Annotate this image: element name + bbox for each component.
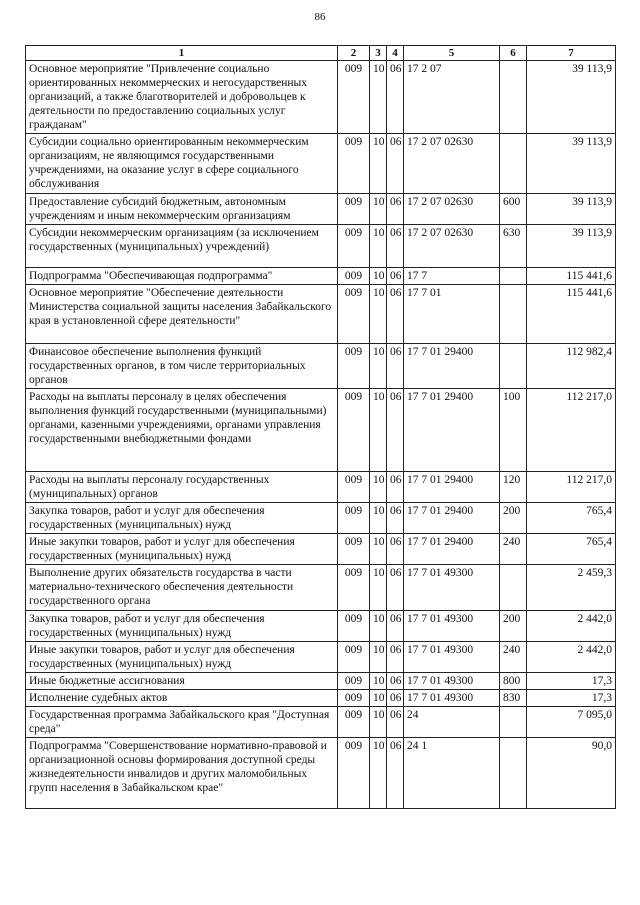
row-description: Расходы на выплаты персоналу государственных (муниципальных) органов xyxy=(26,472,338,503)
page-number: 86 xyxy=(314,11,326,23)
grbs-code: 009 xyxy=(338,611,370,642)
target-article-code: 17 2 07 02630 xyxy=(404,134,500,194)
subsection-code: 06 xyxy=(387,565,404,611)
row-description: Иные закупки товаров, работ и услуг для обеспечения государственных (муниципальных) нужд xyxy=(26,534,338,565)
subsection-code: 06 xyxy=(387,389,404,472)
row-description: Финансовое обеспечение выполнения функций государственных органов, в том числе территориальных органов xyxy=(26,344,338,389)
subsection-code: 06 xyxy=(387,690,404,707)
subsection-code: 06 xyxy=(387,268,404,285)
expense-type-code: 120 xyxy=(500,472,527,503)
section-code: 10 xyxy=(370,134,387,194)
amount-value: 17,3 xyxy=(527,690,616,707)
section-code: 10 xyxy=(370,738,387,809)
grbs-code: 009 xyxy=(338,134,370,194)
section-code: 10 xyxy=(370,673,387,690)
amount-value: 765,4 xyxy=(527,534,616,565)
row-description: Государственная программа Забайкальского края "Доступная среда" xyxy=(26,707,338,738)
row-description: Выполнение других обязательств государства в части материально-технического обеспечения деятельности государственного органа xyxy=(26,565,338,611)
expense-type-code: 830 xyxy=(500,690,527,707)
subsection-code: 06 xyxy=(387,738,404,809)
subsection-code: 06 xyxy=(387,194,404,225)
amount-value: 765,4 xyxy=(527,503,616,534)
grbs-code: 009 xyxy=(338,690,370,707)
row-description: Закупка товаров, работ и услуг для обеспечения государственных (муниципальных) нужд xyxy=(26,611,338,642)
section-code: 10 xyxy=(370,534,387,565)
row-description: Субсидии социально ориентированным некоммерческим организациям, не являющимся государственными учреждениями, на оказание услуг в сфере социального обслуживания xyxy=(26,134,338,194)
amount-value: 39 113,9 xyxy=(527,134,616,194)
row-description: Иные бюджетные ассигнования xyxy=(26,673,338,690)
table-row xyxy=(26,472,616,503)
section-code: 10 xyxy=(370,225,387,268)
grbs-code: 009 xyxy=(338,225,370,268)
expense-type-code xyxy=(500,344,527,389)
table-row xyxy=(26,690,616,707)
grbs-code: 009 xyxy=(338,503,370,534)
amount-value: 2 442,0 xyxy=(527,642,616,673)
table-row xyxy=(26,268,616,285)
expense-type-code xyxy=(500,565,527,611)
section-code: 10 xyxy=(370,61,387,134)
amount-value: 112 217,0 xyxy=(527,472,616,503)
grbs-code: 009 xyxy=(338,642,370,673)
grbs-code: 009 xyxy=(338,194,370,225)
grbs-code: 009 xyxy=(338,472,370,503)
amount-value: 115 441,6 xyxy=(527,285,616,344)
row-description: Основное мероприятие "Обеспечение деятельности Министерства социальной защиты населения Забайкальского края в установленной сфере деятельности" xyxy=(26,285,338,344)
amount-value: 39 113,9 xyxy=(527,225,616,268)
subsection-code: 06 xyxy=(387,707,404,738)
target-article-code: 17 7 01 29400 xyxy=(404,389,500,472)
row-description: Иные закупки товаров, работ и услуг для обеспечения государственных (муниципальных) нужд xyxy=(26,642,338,673)
target-article-code: 17 7 01 xyxy=(404,285,500,344)
grbs-code: 009 xyxy=(338,707,370,738)
expense-type-code xyxy=(500,134,527,194)
target-article-code: 17 2 07 02630 xyxy=(404,194,500,225)
column-header: 7 xyxy=(527,46,616,61)
expense-type-code: 600 xyxy=(500,194,527,225)
table-row xyxy=(26,611,616,642)
target-article-code: 17 7 01 29400 xyxy=(404,534,500,565)
amount-value: 90,0 xyxy=(527,738,616,809)
table-row xyxy=(26,389,616,472)
grbs-code: 009 xyxy=(338,61,370,134)
table-row xyxy=(26,61,616,134)
subsection-code: 06 xyxy=(387,611,404,642)
amount-value: 39 113,9 xyxy=(527,194,616,225)
table-row xyxy=(26,225,616,268)
subsection-code: 06 xyxy=(387,534,404,565)
expense-type-code xyxy=(500,285,527,344)
column-header: 3 xyxy=(370,46,387,61)
target-article-code: 17 7 01 49300 xyxy=(404,690,500,707)
subsection-code: 06 xyxy=(387,225,404,268)
expense-type-code: 800 xyxy=(500,673,527,690)
target-article-code: 17 7 01 49300 xyxy=(404,611,500,642)
row-description: Исполнение судебных актов xyxy=(26,690,338,707)
expense-type-code xyxy=(500,61,527,134)
expense-type-code xyxy=(500,738,527,809)
section-code: 10 xyxy=(370,503,387,534)
section-code: 10 xyxy=(370,707,387,738)
expense-type-code: 100 xyxy=(500,389,527,472)
table-row xyxy=(26,503,616,534)
subsection-code: 06 xyxy=(387,642,404,673)
section-code: 10 xyxy=(370,344,387,389)
target-article-code: 24 xyxy=(404,707,500,738)
section-code: 10 xyxy=(370,565,387,611)
column-header: 2 xyxy=(338,46,370,61)
expense-type-code xyxy=(500,707,527,738)
amount-value: 17,3 xyxy=(527,673,616,690)
column-header: 1 xyxy=(26,46,338,61)
target-article-code: 17 2 07 xyxy=(404,61,500,134)
expense-type-code: 200 xyxy=(500,611,527,642)
target-article-code: 17 7 xyxy=(404,268,500,285)
subsection-code: 06 xyxy=(387,61,404,134)
header-row xyxy=(26,46,616,61)
expense-type-code: 630 xyxy=(500,225,527,268)
target-article-code: 17 7 01 49300 xyxy=(404,565,500,611)
grbs-code: 009 xyxy=(338,565,370,611)
column-header: 4 xyxy=(387,46,404,61)
grbs-code: 009 xyxy=(338,344,370,389)
subsection-code: 06 xyxy=(387,472,404,503)
table-row xyxy=(26,565,616,611)
table-row xyxy=(26,194,616,225)
row-description: Подпрограмма "Совершенствование нормативно-правовой и организационной основы формирования доступной среды жизнедеятельности инвалидов и других маломобильных групп населения в Забайкальском крае" xyxy=(26,738,338,809)
grbs-code: 009 xyxy=(338,389,370,472)
target-article-code: 17 7 01 49300 xyxy=(404,642,500,673)
row-description: Расходы на выплаты персоналу в целях обеспечения выполнения функций государственными (муниципальными) органами, казенными учреждениями, органами управления государственными внебюджетными фондами xyxy=(26,389,338,472)
expense-type-code: 200 xyxy=(500,503,527,534)
amount-value: 2 459,3 xyxy=(527,565,616,611)
amount-value: 39 113,9 xyxy=(527,61,616,134)
section-code: 10 xyxy=(370,472,387,503)
target-article-code: 17 2 07 02630 xyxy=(404,225,500,268)
table-row xyxy=(26,285,616,344)
row-description: Подпрограмма "Обеспечивающая подпрограмма" xyxy=(26,268,338,285)
section-code: 10 xyxy=(370,642,387,673)
section-code: 10 xyxy=(370,194,387,225)
table-body xyxy=(26,61,616,809)
budget-table xyxy=(25,45,616,809)
expense-type-code xyxy=(500,268,527,285)
table-row xyxy=(26,534,616,565)
section-code: 10 xyxy=(370,611,387,642)
grbs-code: 009 xyxy=(338,268,370,285)
column-header: 5 xyxy=(404,46,500,61)
amount-value: 7 095,0 xyxy=(527,707,616,738)
target-article-code: 17 7 01 29400 xyxy=(404,344,500,389)
section-code: 10 xyxy=(370,285,387,344)
section-code: 10 xyxy=(370,389,387,472)
target-article-code: 17 7 01 29400 xyxy=(404,472,500,503)
target-article-code: 17 7 01 29400 xyxy=(404,503,500,534)
subsection-code: 06 xyxy=(387,344,404,389)
section-code: 10 xyxy=(370,690,387,707)
amount-value: 112 217,0 xyxy=(527,389,616,472)
table-row xyxy=(26,344,616,389)
subsection-code: 06 xyxy=(387,285,404,344)
table-row xyxy=(26,642,616,673)
subsection-code: 06 xyxy=(387,503,404,534)
table-row xyxy=(26,134,616,194)
amount-value: 115 441,6 xyxy=(527,268,616,285)
table-row xyxy=(26,707,616,738)
expense-type-code: 240 xyxy=(500,642,527,673)
subsection-code: 06 xyxy=(387,134,404,194)
row-description: Закупка товаров, работ и услуг для обеспечения государственных (муниципальных) нужд xyxy=(26,503,338,534)
grbs-code: 009 xyxy=(338,738,370,809)
section-code: 10 xyxy=(370,268,387,285)
expense-type-code: 240 xyxy=(500,534,527,565)
table-row xyxy=(26,673,616,690)
row-description: Предоставление субсидий бюджетным, автономным учреждениям и иным некоммерческим организациям xyxy=(26,194,338,225)
amount-value: 112 982,4 xyxy=(527,344,616,389)
subsection-code: 06 xyxy=(387,673,404,690)
target-article-code: 24 1 xyxy=(404,738,500,809)
row-description: Субсидии некоммерческим организациям (за исключением государственных (муниципальных) учреждений) xyxy=(26,225,338,268)
target-article-code: 17 7 01 49300 xyxy=(404,673,500,690)
grbs-code: 009 xyxy=(338,673,370,690)
row-description: Основное мероприятие "Привлечение социально ориентированных некоммерческих и негосударственных организаций, а также благотворителей и добровольцев к деятельности по предоставлению социальных услуг гражданам" xyxy=(26,61,338,134)
table-row xyxy=(26,738,616,809)
amount-value: 2 442,0 xyxy=(527,611,616,642)
grbs-code: 009 xyxy=(338,534,370,565)
grbs-code: 009 xyxy=(338,285,370,344)
column-header: 6 xyxy=(500,46,527,61)
